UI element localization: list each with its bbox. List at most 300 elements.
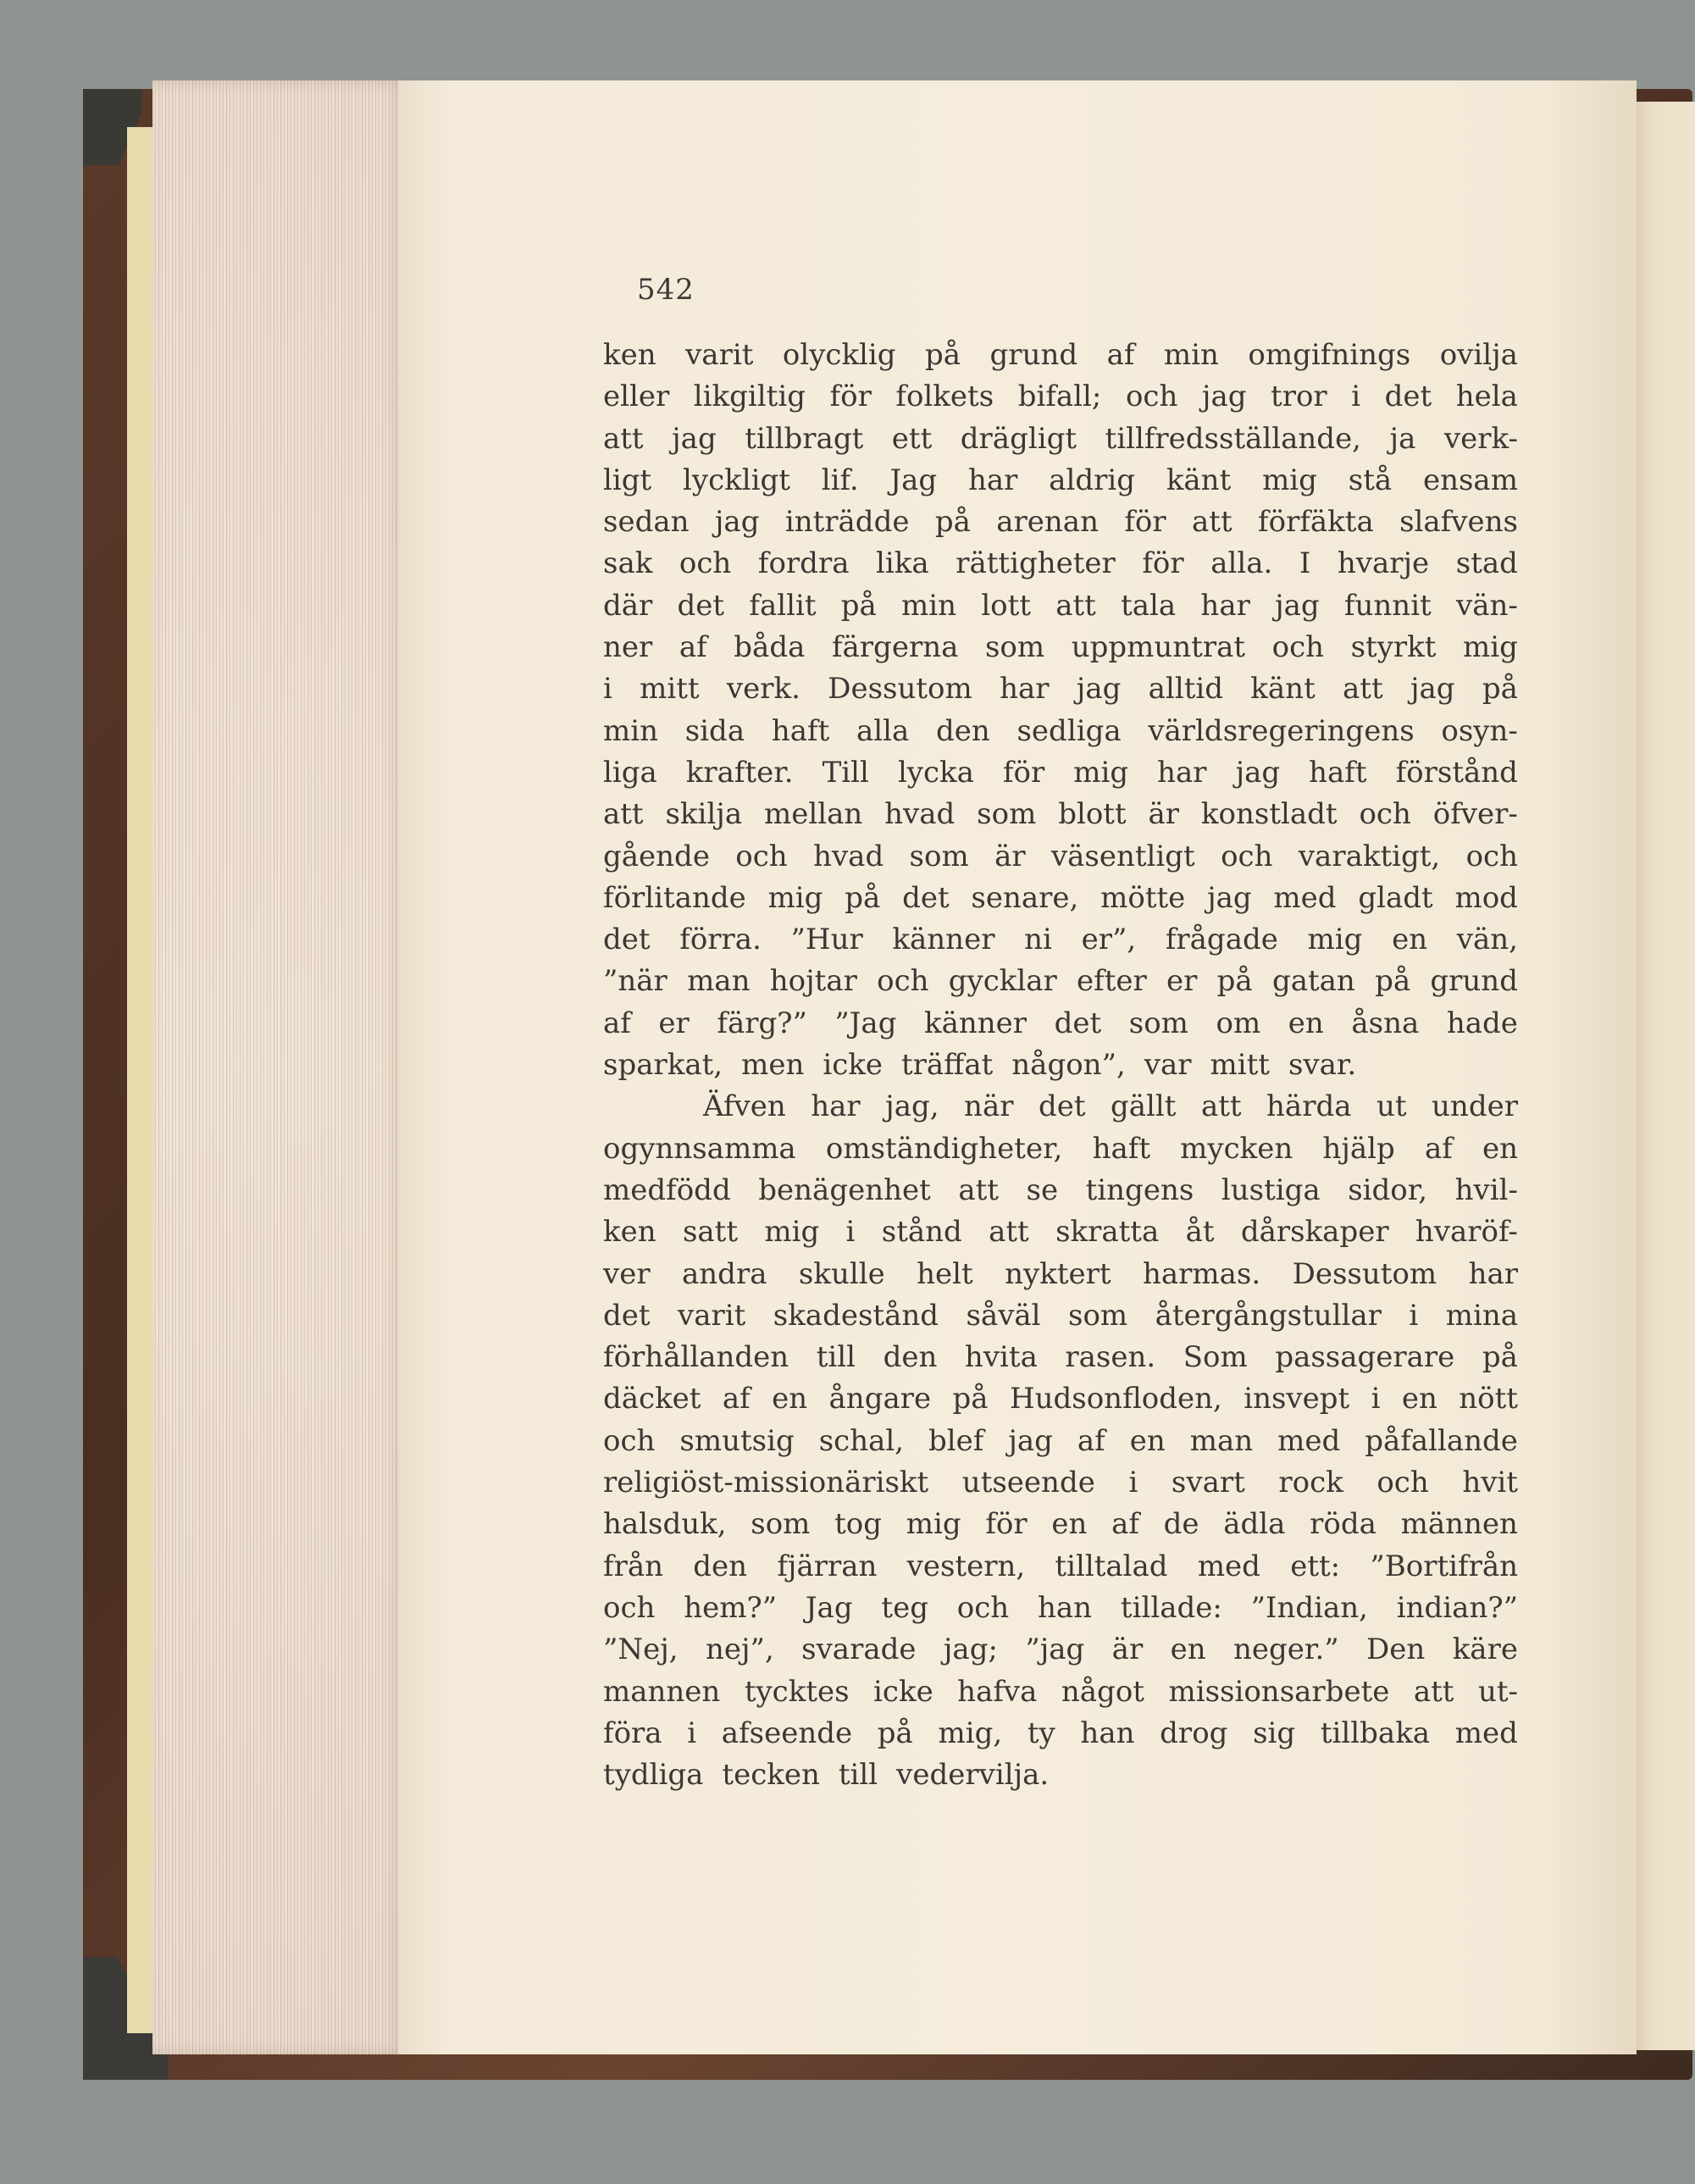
text-word: där [603,588,653,623]
text-word: det [1038,1089,1086,1124]
text-word: som [1128,1006,1188,1040]
text-word: och [1125,380,1178,414]
text-line [603,1128,1518,1170]
text-word: teg [881,1590,928,1625]
text-word: smutsig [679,1423,795,1458]
text-word: helt [917,1256,973,1291]
text-line [603,1211,1518,1253]
text-word: jag [1235,755,1281,790]
text-word: en [1401,1382,1437,1416]
text-line [603,376,1518,418]
text-word: andra [682,1256,767,1291]
text-word: icke [873,1674,933,1709]
text-word: lif. [821,463,859,497]
page-number: 542 [637,273,695,307]
text-word: verk. [726,672,800,707]
text-word: lika [876,546,929,581]
text-line [603,794,1518,835]
text-word: tycktes [744,1674,850,1709]
text-word: rättigheter [956,546,1116,581]
text-line [603,543,1518,585]
text-word: ”Nej, [603,1632,679,1667]
text-word: till [838,1758,878,1793]
text-word: sig [1253,1716,1296,1750]
text-word: stånd [881,1215,962,1250]
text-line [603,711,1518,752]
text-word: att [1192,505,1232,540]
text-word: i [1409,1298,1419,1333]
text-word: indian?” [1396,1590,1518,1625]
text-word: ogynnsamma [603,1131,796,1166]
text-word: mod [1454,880,1518,915]
text-word: ”Jag [834,1006,897,1040]
text-word: er [1166,964,1198,999]
text-word: männen [1400,1507,1518,1542]
text-word: en [1170,1632,1206,1667]
text-word: af [1424,1131,1453,1166]
text-word: jag; [943,1632,998,1667]
text-line [603,1421,1518,1462]
text-word: såväl [966,1298,1041,1333]
text-word: en [1482,1131,1518,1166]
text-word: se [1026,1172,1059,1207]
text-word: har [1157,755,1207,790]
text-line [603,919,1518,961]
text-word: religiöst-missionäriskt [603,1466,929,1500]
text-word: på [845,880,881,915]
text-word: jag [714,505,760,540]
text-word: och [603,1590,656,1625]
text-word: vän, [1456,923,1518,957]
text-word: en [1129,1423,1166,1458]
text-word: jag [1008,1423,1053,1458]
text-word: er”, [1081,923,1137,957]
text-word: förfäkta [1258,505,1374,540]
text-word: på [1482,1340,1518,1375]
text-word: en [772,1382,808,1416]
text-word: för [829,380,872,414]
text-word: uppmuntrat [1071,630,1246,665]
text-word: och [1376,1466,1429,1500]
text-word: afseende [721,1716,853,1750]
text-line [603,335,1518,376]
text-word: fordra [757,546,850,581]
text-line [603,585,1518,627]
text-word: jag [1207,880,1252,915]
text-word: dårskaper [1240,1215,1389,1250]
text-word: tingens [1085,1172,1194,1207]
text-line [603,878,1518,919]
text-word: på [877,1716,913,1750]
text-word: senare, [971,880,1079,915]
text-word: ja [1389,421,1416,456]
text-word: den [935,713,990,748]
text-word: svart [1171,1466,1245,1500]
text-word: den [693,1549,748,1583]
text-word: hade [1446,1006,1518,1040]
text-word: påfallande [1365,1423,1518,1458]
text-word: träffat [901,1048,994,1083]
text-word: tilltalad [1055,1549,1168,1583]
text-word: verk- [1443,421,1518,456]
text-word: båda [734,630,806,665]
text-word: rasen. [1065,1340,1156,1375]
text-word: skilja [665,797,743,832]
text-line [603,502,1518,543]
text-word: varit [685,338,754,372]
text-word: lott [981,588,1031,623]
text-word: känt [1250,672,1316,707]
text-word: och [956,1590,1010,1625]
text-word: tala [1121,588,1177,623]
text-word: olycklig [782,338,896,372]
text-word: fallit [749,588,817,623]
text-word: hvarje [1337,546,1430,581]
text-word: i [1371,1382,1381,1416]
text-word: aldrig [1049,463,1135,497]
text-word: ett: [1290,1549,1341,1583]
text-word: har [967,463,1018,497]
text-word: ken [603,338,656,372]
text-word: de [1163,1507,1199,1542]
text-word: varit [678,1298,746,1333]
text-word: hvit [1462,1466,1518,1500]
text-word: alltid [1148,672,1223,707]
text-word: tillade: [1120,1590,1222,1625]
text-word: tydliga [603,1758,704,1793]
text-word: mitt [1210,1048,1270,1083]
text-word: halsduk, [603,1507,727,1542]
text-word: den [883,1340,938,1375]
text-word: min [901,588,957,623]
text-word: inträdde [784,505,910,540]
text-word: under [1432,1089,1518,1124]
text-word: från [603,1549,664,1583]
text-line [603,836,1518,878]
text-word: förlitande [603,880,746,915]
text-word: hjälp [1322,1131,1395,1166]
text-word: hvad [884,797,956,832]
text-word: af [679,630,707,665]
text-word: nött [1459,1382,1518,1416]
text-word: gatan [1271,964,1355,999]
text-word: har [1468,1256,1518,1291]
text-word: och [1221,839,1273,873]
text-word: som [1068,1298,1128,1333]
text-word: Dessutom [828,672,972,707]
text-word: osyn- [1441,713,1518,748]
text-word: att [958,1172,999,1207]
text-word: det [603,923,651,957]
text-line [603,961,1518,1002]
text-word: blott [1058,797,1127,832]
text-word: jag [1275,588,1320,623]
text-word: ligt [603,463,652,497]
text-word: grund [1430,964,1518,999]
text-word: Äfven [703,1089,786,1124]
text-word: Jag [889,463,938,497]
text-word: ”Bortifrån [1370,1549,1518,1583]
text-word: ensam [1422,463,1518,497]
text-line [603,668,1518,710]
text-word: världsregeringens [1148,713,1415,748]
text-word: jag [1201,380,1247,414]
text-word: har [1200,588,1250,623]
text-line [603,1462,1518,1504]
text-word: mitt [640,672,700,707]
text-word: ett [891,421,933,456]
text-word: att [1343,672,1383,707]
text-word: satt [682,1215,738,1250]
text-word: eller [603,380,670,414]
text-word: man [1189,1423,1254,1458]
text-word: omständigheter, [825,1131,1063,1166]
text-word: neger.” [1233,1632,1339,1667]
text-word: ut- [1477,1674,1518,1709]
text-word: frågade [1165,923,1278,957]
text-word: ver [603,1256,651,1291]
text-word: i [687,1716,697,1750]
text-word: missionsarbete [1168,1674,1390,1709]
text-line [603,1254,1518,1295]
text-word: att [989,1215,1029,1250]
text-word: ut [1376,1089,1407,1124]
text-word: som [751,1507,811,1542]
text-word: ovilja [1439,338,1518,372]
text-word: liga [603,755,657,790]
text-word: af [722,1382,751,1416]
text-word: när [964,1089,1014,1124]
text-word: i [1351,380,1361,414]
text-word: något [1061,1674,1144,1709]
text-word: färg?” [717,1006,807,1040]
text-word: mig [1463,630,1518,665]
text-word: ädla [1223,1507,1286,1542]
text-line [603,1504,1518,1545]
text-word: på [840,588,877,623]
text-word: sparkat, [603,1048,723,1083]
text-word: som [977,797,1037,832]
text-line [603,1003,1518,1045]
text-word: hem?” [684,1590,778,1625]
text-word: hvad [813,839,884,873]
text-word: skratta [1055,1215,1160,1250]
text-word: på [1482,672,1518,707]
text-line [603,627,1518,668]
text-word: tillbragt [745,421,864,456]
text-word: ni [1024,923,1052,957]
text-line [603,460,1518,502]
text-word: haft [771,713,830,748]
text-word: gladt [1358,880,1433,915]
text-word: min [1163,338,1219,372]
text-word: och [1271,630,1325,665]
text-word: rock [1278,1466,1343,1500]
text-word: skulle [798,1256,885,1291]
text-word: färgerna [831,630,959,665]
text-word: en [1392,923,1428,957]
text-word: på [952,1382,989,1416]
text-word: svarade [801,1632,917,1667]
text-word: ångare [828,1382,932,1416]
text-word: att [1413,1674,1454,1709]
text-line [603,1378,1518,1420]
text-line [603,1337,1518,1378]
text-word: Som [1183,1340,1248,1375]
text-line [603,1671,1518,1713]
text-word: förstånd [1395,755,1518,790]
text-word: nej”, [706,1632,774,1667]
text-word: drog [1160,1716,1228,1750]
text-word: I [1299,546,1311,581]
text-word: insvept [1244,1382,1350,1416]
text-word: mig [1073,755,1129,790]
text-word: man [687,964,751,999]
text-word: haft [1309,755,1367,790]
body-text [603,335,1518,1796]
text-word: åt [1185,1215,1215,1250]
text-line [603,1754,1518,1796]
text-word: hvil- [1454,1172,1518,1207]
text-word: med [1454,1716,1518,1750]
text-word: och [1465,839,1518,873]
text-word: åsna [1351,1006,1420,1040]
text-word: och [735,839,788,873]
text-word: utseende [961,1466,1095,1500]
text-word: till [816,1340,856,1375]
text-word: medfödd [603,1172,731,1207]
text-word: hela [1455,380,1518,414]
text-word: mig [1307,923,1363,957]
text-word: hvita [964,1340,1038,1375]
text-word: för [985,1507,1028,1542]
text-word: är [1111,1632,1144,1667]
text-line [603,752,1518,794]
text-word: på [1216,964,1253,999]
text-word: i [603,672,612,707]
text-word: vestern, [906,1549,1026,1583]
text-word: mig, [938,1716,1003,1750]
text-word: harmas. [1142,1256,1261,1291]
text-word: jag, [885,1089,939,1124]
text-word: härda [1266,1089,1352,1124]
text-word: det [1384,380,1432,414]
text-word: benägenhet [758,1172,931,1207]
text-word: ”Indian, [1250,1590,1368,1625]
text-word: folkets [895,380,994,414]
text-word: ner [603,630,653,665]
text-word: jag [1076,672,1122,707]
text-word: mig [764,1215,820,1250]
text-word: är [1148,797,1180,832]
text-word: mig [767,880,823,915]
text-word: jag [672,421,717,456]
text-word: haft [1092,1131,1150,1166]
text-word: arenan [996,505,1099,540]
text-word: förhållanden [603,1340,789,1375]
text-word: mannen [603,1674,721,1709]
text-word: Dessutom [1292,1256,1437,1291]
text-word: grund [989,338,1078,372]
text-word: med [1273,880,1337,915]
text-word: föra [603,1716,662,1750]
text-word: lycka [897,755,974,790]
text-line [603,1170,1518,1211]
text-word: med [1277,1423,1341,1458]
text-word: det [677,588,725,623]
text-line [603,419,1518,460]
text-word: och [877,964,929,999]
text-word: hvaröf- [1415,1215,1518,1250]
text-word: fjärran [777,1549,878,1583]
text-word: skadestånd [773,1298,939,1333]
text-word: sedliga [1016,713,1122,748]
text-word: ”jag [1025,1632,1085,1667]
text-word: slafvens [1399,505,1518,540]
text-word: att [1055,588,1096,623]
text-word: varaktigt, [1298,839,1441,873]
text-word: det [603,1298,651,1333]
facing-page-edge [1631,102,1695,2050]
text-word: som [984,630,1045,665]
text-word: om [1216,1006,1261,1040]
text-word: i [845,1215,856,1250]
text-word: men [741,1048,805,1083]
text-word: känner [924,1006,1028,1040]
text-word: väsentligt [1050,839,1195,873]
text-word: har [811,1089,861,1124]
text-line [603,1713,1518,1754]
text-line [603,1629,1518,1671]
text-word: hojtar [769,964,857,999]
text-word: röda [1310,1507,1376,1542]
text-word: gällt [1111,1089,1177,1124]
text-word: schal, [818,1423,905,1458]
text-word: sidor, [1348,1172,1428,1207]
text-word: och [1359,797,1411,832]
text-word: och [603,1423,656,1458]
text-word: en [1051,1507,1088,1542]
text-word: tog [834,1507,883,1542]
text-word: en [1288,1006,1324,1040]
text-word: känt [1166,463,1232,497]
text-word: passagerare [1275,1340,1455,1375]
text-word: ”när [603,964,667,999]
text-word: att [1200,1089,1242,1124]
text-word: vän- [1456,588,1518,623]
text-word: någon”, [1011,1048,1126,1083]
text-word: mellan [763,797,863,832]
text-word: mig [906,1507,961,1542]
text-word: att [603,797,644,832]
text-word: för [1142,546,1184,581]
page-stack-shading [152,80,407,2054]
text-word: öfver- [1432,797,1518,832]
text-word: däcket [603,1382,701,1416]
text-word: har [1000,672,1050,707]
text-word: stad [1455,546,1518,581]
text-word: återgångstullar [1155,1298,1382,1333]
text-word: omgifnings [1248,338,1411,372]
text-word: på [925,338,961,372]
text-word: konstladt [1200,797,1338,832]
text-word: stå [1348,463,1393,497]
text-word: Den [1366,1632,1426,1667]
text-word: vedervilja. [896,1758,1050,1793]
text-line [603,1588,1518,1629]
text-line [603,1045,1518,1086]
text-word: nyktert [1005,1256,1111,1291]
